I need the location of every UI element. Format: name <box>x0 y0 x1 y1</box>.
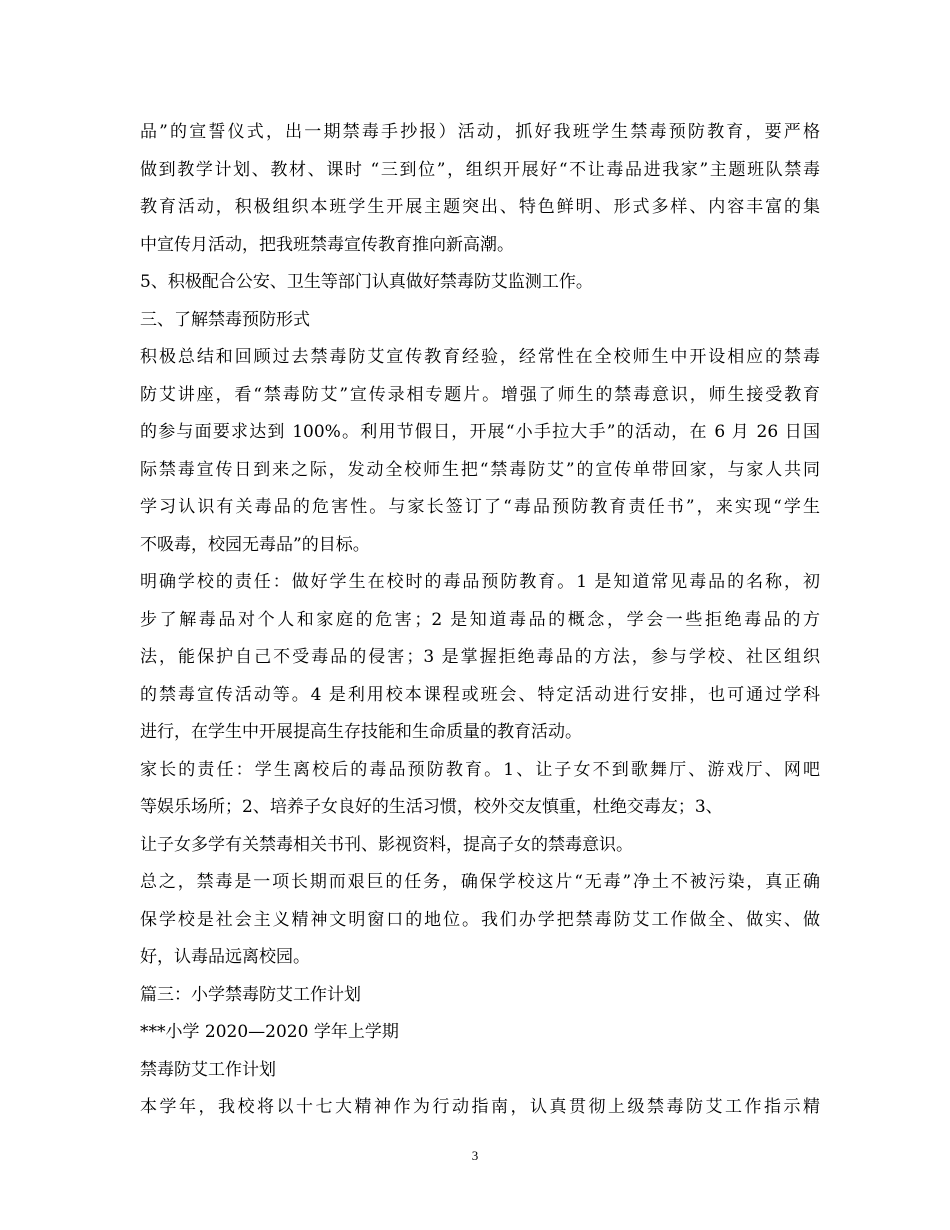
text-line: 等娱乐场所；2、培养子女良好的生活习惯，校外交友慎重，杜绝交毒友；3、 <box>140 797 723 817</box>
text-line: 本学年，我校将以十七大精神作为行动指南，认真贯彻上级禁毒防艾工作指示精 <box>140 1097 820 1117</box>
text-line: 总之，禁毒是一项长期而艰巨的任务，确保学校这片“无毒”净土不被污染，真正确 <box>140 872 820 892</box>
text-line: 积极总结和回顾过去禁毒防艾宣传教育经验，经常性在全校师生中开设相应的禁毒 <box>140 347 820 367</box>
text-line: 际禁毒宣传日到来之际，发动全校师生把“禁毒防艾”的宣传单带回家，与家人共同 <box>140 459 820 480</box>
text-line: 三、了解禁毒预防形式 <box>140 309 310 330</box>
text-line: 中宣传月活动，把我班禁毒宣传教育推向新高潮。 <box>140 234 514 255</box>
text-line: 做到教学计划、教材、课时 “三到位”，组织开展好“不让毒品进我家”主题班队禁毒 <box>140 159 820 180</box>
text-line: 学习认识有关毒品的危害性。与家长签订了“毒品预防教育责任书”，来实现“学生 <box>140 497 820 517</box>
text-line: 不吸毒，校园无毒品”的目标。 <box>140 534 370 555</box>
text-line: 禁毒防艾工作计划 <box>140 1059 276 1080</box>
text-line: 明确学校的责任：做好学生在校时的毒品预防教育。1 是知道常见毒品的名称，初 <box>140 572 820 592</box>
text-line: 教育活动，积极组织本班学生开展主题突出、特色鲜明、形式多样、内容丰富的集 <box>140 197 820 217</box>
text-line: 好，认毒品远离校园。 <box>140 947 310 967</box>
text-line: 防艾讲座，看“禁毒防艾”宣传录相专题片。增强了师生的禁毒意识，师生接受教育 <box>140 384 820 405</box>
text-line: 进行，在学生中开展提高生存技能和生命质量的教育活动。 <box>140 722 582 742</box>
text-line: 保学校是社会主义精神文明窗口的地位。我们办学把禁毒防艾工作做全、做实、做 <box>140 909 820 930</box>
text-line: 家长的责任：学生离校后的毒品预防教育。1、让子女不到歌舞厅、游戏厅、网吧 <box>140 759 820 780</box>
page-number: 3 <box>471 1148 479 1163</box>
text-line: 的禁毒宣传活动等。4 是利用校本课程或班会、特定活动进行安排，也可通过学科 <box>140 684 820 705</box>
text-line: 篇三：小学禁毒防艾工作计划 <box>140 984 361 1005</box>
text-line: 法，能保护自己不受毒品的侵害；3 是掌握拒绝毒品的方法，参与学校、社区组织 <box>140 647 820 667</box>
text-line: 步了解毒品对个人和家庭的危害；2 是知道毒品的概念，学会一些拒绝毒品的方 <box>140 609 820 630</box>
text-line: 的参与面要求达到 100%。利用节假日，开展“小手拉大手”的活动，在 6 月 26 日国 <box>140 422 820 442</box>
document-body <box>140 114 820 1127</box>
text-line: ***小学 2020—2020 学年上学期 <box>140 1022 399 1042</box>
text-line: 5、积极配合公安、卫生等部门认真做好禁毒防艾监测工作。 <box>140 272 593 292</box>
text-line: 品”的宣誓仪式，出一期禁毒手抄报）活动，抓好我班学生禁毒预防教育，要严格 <box>140 122 820 142</box>
text-line: 让子女多学有关禁毒相关书刊、影视资料，提高子女的禁毒意识。 <box>140 834 633 855</box>
